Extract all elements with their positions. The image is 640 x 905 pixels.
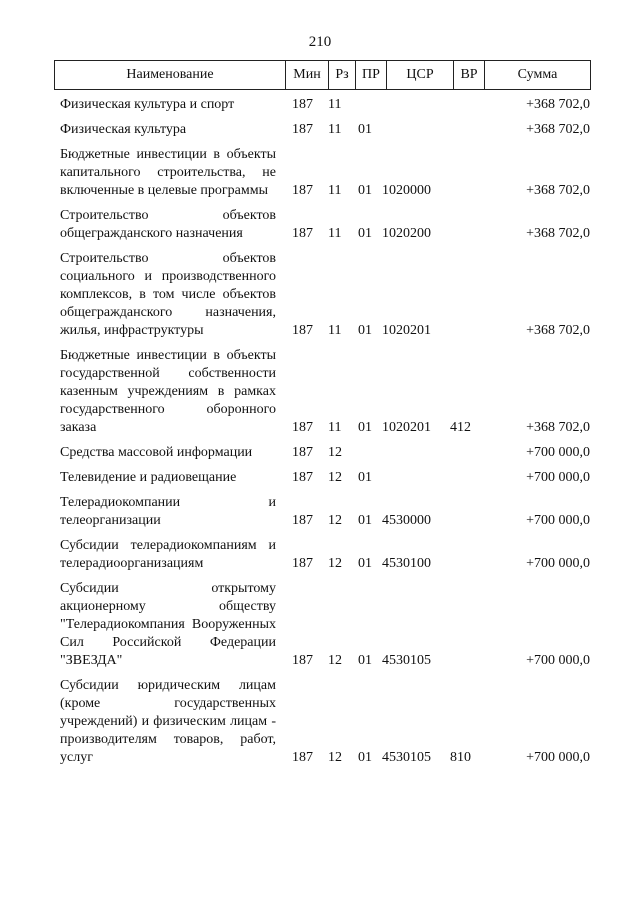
row-csr: 4530105 [382, 750, 431, 765]
row-rz: 12 [328, 653, 342, 668]
row-pr: 01 [358, 226, 372, 241]
row-pr: 01 [358, 556, 372, 571]
row-pr: 01 [358, 183, 372, 198]
row-rz: 11 [328, 323, 342, 338]
row-csr: 1020200 [382, 226, 431, 241]
row-name: Субсидии юридическим лицам (кроме государственных учреждений) и физическим лицам - производителям товаров, работ, услуг [60, 678, 276, 765]
row-pr: 01 [358, 122, 372, 137]
row-min: 187 [292, 750, 313, 765]
table-row [60, 121, 590, 139]
row-name: Строительство объектов социального и производственного комплексов, в том числе объектов общегражданского назначения, жилья, инфраструктуры [60, 251, 276, 338]
row-rz: 11 [328, 122, 342, 137]
row-min: 187 [292, 183, 313, 198]
header-sum: Сумма [517, 67, 558, 82]
header-rz: Рз [329, 61, 356, 89]
table-row [60, 537, 590, 573]
row-rz: 12 [328, 513, 342, 528]
row-min: 187 [292, 420, 313, 435]
row-sum: +368 702,0 [526, 97, 590, 112]
table-row [60, 494, 590, 530]
row-min: 187 [292, 653, 313, 668]
row-min: 187 [292, 556, 313, 571]
table-body [60, 96, 590, 774]
row-name: Физическая культура и спорт [60, 97, 235, 112]
row-sum: +700 000,0 [526, 445, 590, 460]
row-name: Строительство объектов общегражданского назначения [60, 208, 276, 241]
row-name: Средства массовой информации [60, 445, 253, 460]
row-name: Физическая культура [60, 122, 187, 137]
row-sum: +368 702,0 [526, 183, 590, 198]
table-row [60, 96, 590, 114]
row-name: Телевидение и радиовещание [60, 470, 237, 485]
row-csr: 4530100 [382, 556, 431, 571]
row-csr: 4530105 [382, 653, 431, 668]
row-pr: 01 [358, 653, 372, 668]
row-rz: 11 [328, 183, 342, 198]
row-sum: +700 000,0 [526, 556, 590, 571]
row-pr: 01 [358, 513, 372, 528]
row-rz: 12 [328, 445, 342, 460]
header-name: Наименование [55, 61, 286, 89]
row-min: 187 [292, 513, 313, 528]
row-pr: 01 [358, 750, 372, 765]
row-pr: 01 [358, 470, 372, 485]
row-pr: 01 [358, 323, 372, 338]
table-row [60, 207, 590, 243]
table-header [54, 60, 591, 90]
row-rz: 11 [328, 226, 342, 241]
page-number: 210 [308, 34, 332, 50]
table-row [60, 677, 590, 767]
row-min: 187 [292, 97, 313, 112]
table-row [60, 469, 590, 487]
row-rz: 11 [328, 97, 342, 112]
table-row [60, 444, 590, 462]
row-name: Субсидии телерадиокомпаниям и телерадиоорганизациям [60, 538, 276, 571]
row-name: Телерадиокомпании и телеорганизации [60, 495, 276, 528]
header-pr: ПР [356, 61, 387, 89]
row-csr: 4530000 [382, 513, 431, 528]
row-name: Субсидии открытому акционерному обществу "Телерадиокомпания Вооруженных Сил Российской Федерации "ЗВЕЗДА" [60, 581, 276, 668]
row-pr: 01 [358, 420, 372, 435]
row-sum: +700 000,0 [526, 513, 590, 528]
row-vr: 810 [450, 750, 471, 765]
row-min: 187 [292, 470, 313, 485]
row-sum: +700 000,0 [526, 653, 590, 668]
row-min: 187 [292, 122, 313, 137]
row-csr: 1020201 [382, 323, 431, 338]
row-name: Бюджетные инвестиции в объекты капитального строительства, не включенные в целевые программы [60, 147, 276, 198]
row-sum: +368 702,0 [526, 122, 590, 137]
row-min: 187 [292, 226, 313, 241]
row-rz: 11 [328, 420, 342, 435]
row-csr: 1020000 [382, 183, 431, 198]
row-name: Бюджетные инвестиции в объекты государственной собственности казенным учреждениям в рамках государственного оборонного заказа [60, 348, 276, 435]
table-row [60, 347, 590, 437]
table-row [60, 250, 590, 340]
row-sum: +700 000,0 [526, 470, 590, 485]
row-min: 187 [292, 445, 313, 460]
row-min: 187 [292, 323, 313, 338]
row-rz: 12 [328, 556, 342, 571]
table-row [60, 580, 590, 670]
row-sum: +368 702,0 [526, 323, 590, 338]
row-rz: 12 [328, 470, 342, 485]
header-csr: ЦСР [387, 61, 454, 89]
row-csr: 1020201 [382, 420, 431, 435]
row-vr: 412 [450, 420, 471, 435]
header-min: Мин [286, 61, 329, 89]
row-rz: 12 [328, 750, 342, 765]
header-vr: ВР [454, 61, 485, 89]
row-sum: +368 702,0 [526, 226, 590, 241]
table-row [60, 146, 590, 200]
row-sum: +700 000,0 [526, 750, 590, 765]
row-sum: +368 702,0 [526, 420, 590, 435]
